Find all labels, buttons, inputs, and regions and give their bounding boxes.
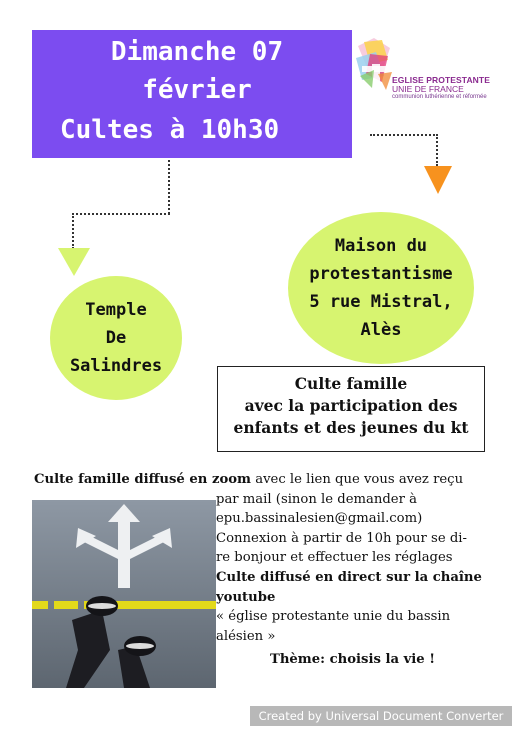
arrow-down-green-icon: [58, 248, 90, 276]
connector-left-horizontal: [72, 213, 170, 215]
connector-left-drop: [72, 213, 74, 249]
logo-line-1: EGLISE PROTESTANTE: [392, 75, 490, 85]
zoom-youtube-line-2: youtube: [216, 589, 276, 605]
zoom-intro-rest: avec le lien que vous avez reçu: [251, 472, 464, 487]
logo-line-2: UNIE DE FRANCE: [392, 84, 464, 94]
epudf-logo: [352, 36, 504, 110]
logo-line-3: communion luthérienne et réformée: [392, 94, 487, 100]
watermark-banner: Created by Universal Document Converter: [250, 706, 512, 726]
location-left-line-1: Temple: [85, 300, 147, 320]
header-month: février: [142, 75, 252, 105]
zoom-line-4: Connexion à partir de 10h pour se di-: [216, 530, 467, 546]
location-right-line-2: protestantisme: [309, 264, 453, 284]
header-banner: [32, 30, 352, 158]
zoom-line-2: par mail (sinon le demander à: [216, 491, 417, 507]
theme-line: Thème: choisis la vie !: [270, 652, 436, 667]
location-left-line-3: Salindres: [69, 356, 163, 376]
zoom-email: epu.bassinalesien@gmail.com): [216, 511, 423, 527]
zoom-line-5: re bonjour et effectuer les réglages: [216, 550, 453, 566]
info-line-1: Culte famille: [294, 374, 408, 393]
epudf-cross-logo-icon: [354, 36, 394, 96]
culte-famille-box: [217, 366, 485, 452]
location-right-line-4: Alès: [360, 320, 402, 340]
location-maison-protestantisme: [288, 212, 474, 364]
header-time: Cultes à 10h30: [60, 115, 280, 145]
info-line-2: avec la participation des: [244, 396, 458, 415]
zoom-line-9: alésien »: [216, 628, 276, 644]
connector-right-horizontal: [370, 134, 438, 136]
arrow-down-orange-icon: [424, 166, 452, 194]
zoom-youtube-line-1: Culte diffusé en direct sur la chaîne: [216, 569, 482, 585]
zoom-line-8: « église protestante unie du bassin: [216, 609, 451, 625]
location-right-line-1: Maison du: [334, 236, 428, 256]
connector-left-vertical: [168, 160, 170, 214]
connector-right-drop: [436, 134, 438, 166]
location-left-line-2: De: [105, 328, 127, 348]
location-right-line-3: 5 rue Mistral,: [309, 292, 453, 312]
info-line-3: enfants et des jeunes du kt: [233, 418, 469, 437]
road-arrows-sneakers-photo-icon: [32, 500, 216, 688]
location-temple-salindres: [50, 276, 182, 400]
zoom-bold-intro: Culte famille diffusé en zoom: [34, 472, 252, 487]
header-date: Dimanche 07: [110, 37, 284, 67]
